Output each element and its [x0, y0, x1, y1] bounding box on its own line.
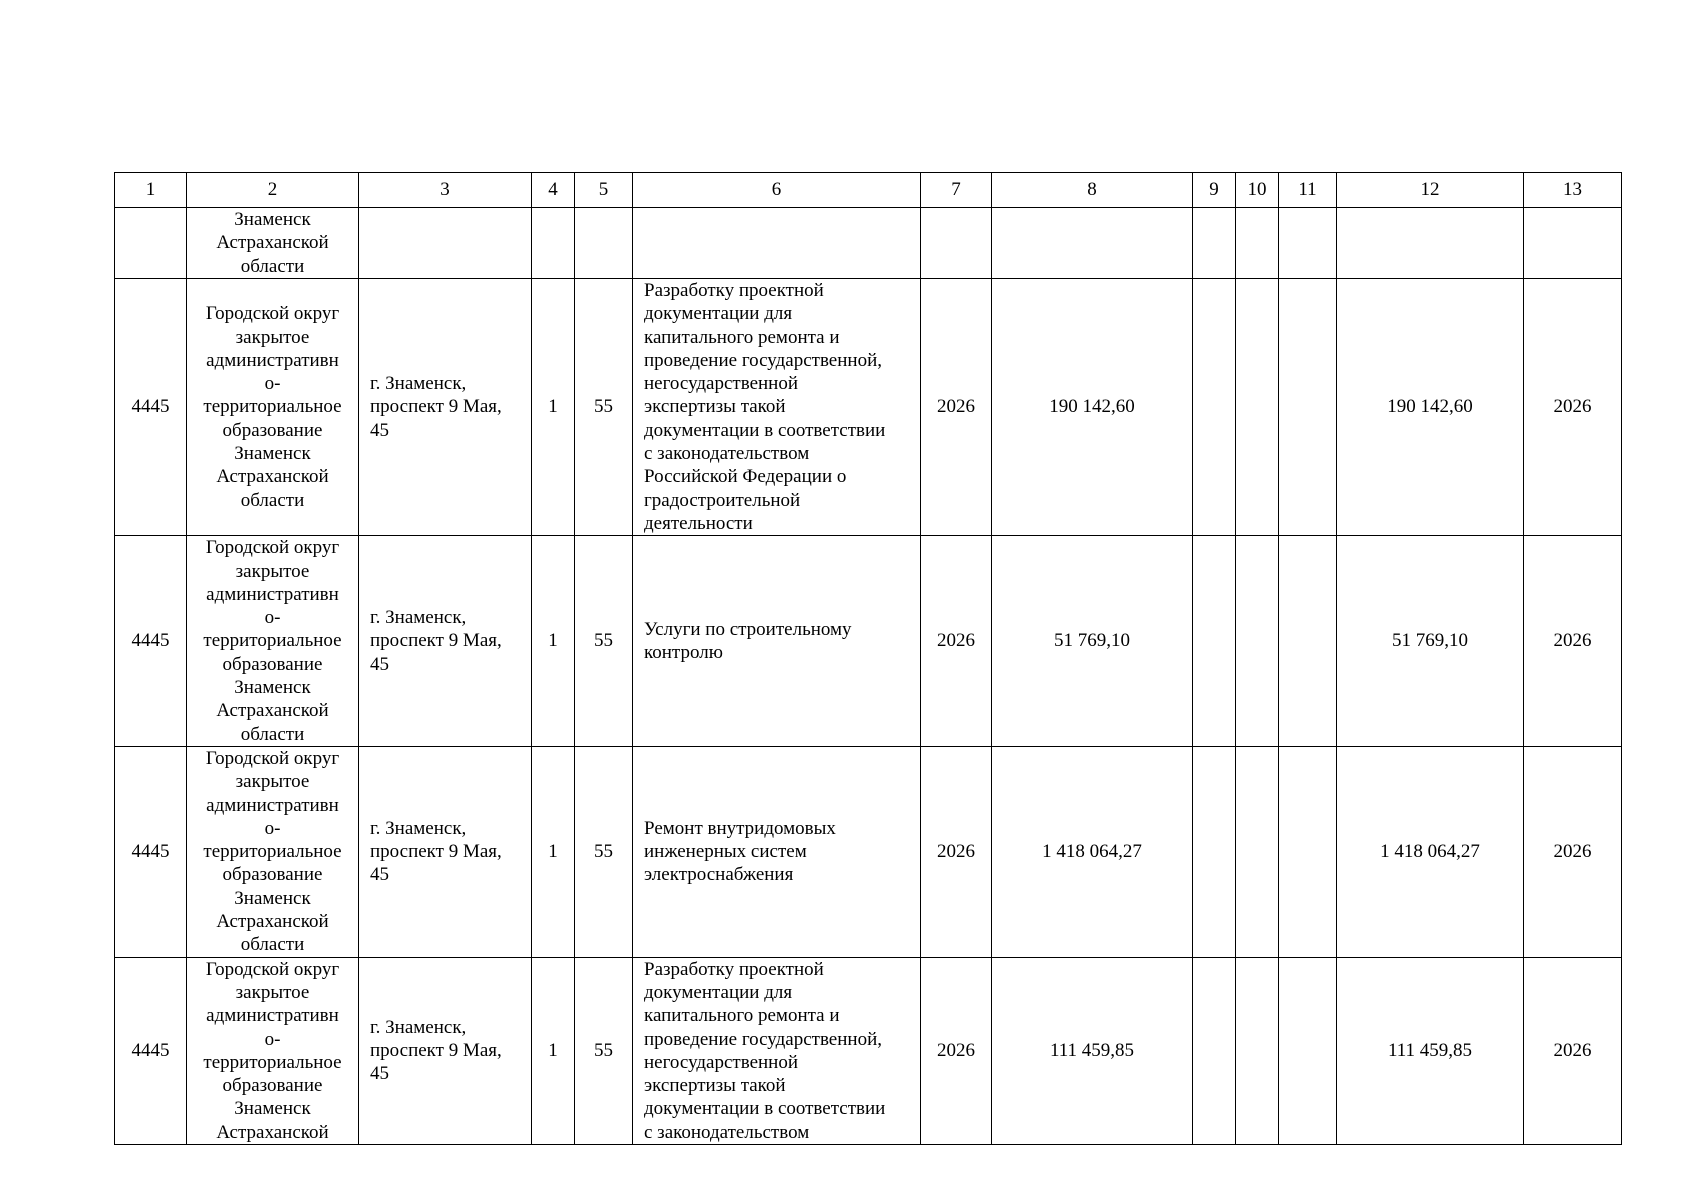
year-end-cell: 2026: [1524, 536, 1622, 747]
cost-total-cell: 190 142,60: [1337, 279, 1524, 536]
cost-total-cell: 51 769,10: [1337, 536, 1524, 747]
cost-total-cell: 111 459,85: [1337, 957, 1524, 1144]
col4-cell: 1: [532, 746, 575, 957]
table-row: [115, 279, 1622, 536]
col9-cell: [1193, 536, 1236, 747]
col11-cell: [1279, 279, 1337, 536]
table-cell: [992, 208, 1193, 279]
col9-cell: [1193, 746, 1236, 957]
col4-cell: 1: [532, 279, 575, 536]
header-cell: 5: [575, 173, 633, 208]
header-cell: 2: [187, 173, 359, 208]
work-type-cell: Ремонт внутридомовых инженерных систем электроснабжения: [633, 746, 921, 957]
col9-cell: [1193, 957, 1236, 1144]
address-cell: г. Знаменск, проспект 9 Мая, 45: [359, 536, 532, 747]
work-type-cell: Услуги по строительному контролю: [633, 536, 921, 747]
year-end-cell: 2026: [1524, 746, 1622, 957]
header-cell: 1: [115, 173, 187, 208]
address-cell: г. Знаменск, проспект 9 Мая, 45: [359, 746, 532, 957]
year-cell: 2026: [921, 279, 992, 536]
col10-cell: [1236, 279, 1279, 536]
header-row: [115, 173, 1622, 208]
header-cell: 11: [1279, 173, 1337, 208]
table-cell: [575, 208, 633, 279]
table-row: [115, 746, 1622, 957]
municipality-cell: Городской округ закрытое административн о- территориальное образование Знаменск Астраханской: [187, 957, 359, 1144]
col10-cell: [1236, 746, 1279, 957]
municipality-cell: Городской округ закрытое административн о- территориальное образование Знаменск Астраханской области: [187, 536, 359, 747]
year-end-cell: 2026: [1524, 279, 1622, 536]
table-row: [115, 957, 1622, 1144]
col11-cell: [1279, 536, 1337, 747]
table-cell: [1524, 208, 1622, 279]
table-cell: [532, 208, 575, 279]
work-type-cell: Разработку проектной документации для капитального ремонта и проведение государственной, негосударственной экспертизы такой документации в соответствии с законодательством Российской Федерации о градостроительной деятельности: [633, 279, 921, 536]
header-cell: 6: [633, 173, 921, 208]
code-cell: 4445: [115, 957, 187, 1144]
header-cell: 7: [921, 173, 992, 208]
cost-total-cell: 1 418 064,27: [1337, 746, 1524, 957]
col4-cell: 1: [532, 957, 575, 1144]
table-cell: [1193, 208, 1236, 279]
table-cell: [115, 208, 187, 279]
year-cell: 2026: [921, 957, 992, 1144]
col10-cell: [1236, 957, 1279, 1144]
col11-cell: [1279, 746, 1337, 957]
table-cell: [633, 208, 921, 279]
table-cell: [921, 208, 992, 279]
work-type-cell: Разработку проектной документации для капитального ремонта и проведение государственной, негосударственной экспертизы такой документации в соответствии с законодательством: [633, 957, 921, 1144]
table-row: [115, 536, 1622, 747]
header-cell: 4: [532, 173, 575, 208]
col5-cell: 55: [575, 536, 633, 747]
col5-cell: 55: [575, 746, 633, 957]
municipality-cell: Знаменск Астраханской области: [187, 208, 359, 279]
code-cell: 4445: [115, 279, 187, 536]
continuation-row: [115, 208, 1622, 279]
code-cell: 4445: [115, 536, 187, 747]
header-cell: 10: [1236, 173, 1279, 208]
table-cell: [1279, 208, 1337, 279]
cost-cell: 190 142,60: [992, 279, 1193, 536]
col5-cell: 55: [575, 279, 633, 536]
col11-cell: [1279, 957, 1337, 1144]
col4-cell: 1: [532, 536, 575, 747]
cost-cell: 51 769,10: [992, 536, 1193, 747]
municipality-cell: Городской округ закрытое административн о- территориальное образование Знаменск Астраханской области: [187, 279, 359, 536]
table-cell: [359, 208, 532, 279]
header-cell: 13: [1524, 173, 1622, 208]
header-cell: 3: [359, 173, 532, 208]
header-cell: 8: [992, 173, 1193, 208]
municipality-cell: Городской округ закрытое административн о- территориальное образование Знаменск Астраханской области: [187, 746, 359, 957]
table-cell: [1236, 208, 1279, 279]
works-table: [114, 172, 1622, 1145]
header-cell: 9: [1193, 173, 1236, 208]
code-cell: 4445: [115, 746, 187, 957]
address-cell: г. Знаменск, проспект 9 Мая, 45: [359, 279, 532, 536]
year-cell: 2026: [921, 536, 992, 747]
cost-cell: 1 418 064,27: [992, 746, 1193, 957]
year-cell: 2026: [921, 746, 992, 957]
table-cell: [1337, 208, 1524, 279]
address-cell: г. Знаменск, проспект 9 Мая, 45: [359, 957, 532, 1144]
cost-cell: 111 459,85: [992, 957, 1193, 1144]
header-cell: 12: [1337, 173, 1524, 208]
year-end-cell: 2026: [1524, 957, 1622, 1144]
col10-cell: [1236, 536, 1279, 747]
col9-cell: [1193, 279, 1236, 536]
col5-cell: 55: [575, 957, 633, 1144]
